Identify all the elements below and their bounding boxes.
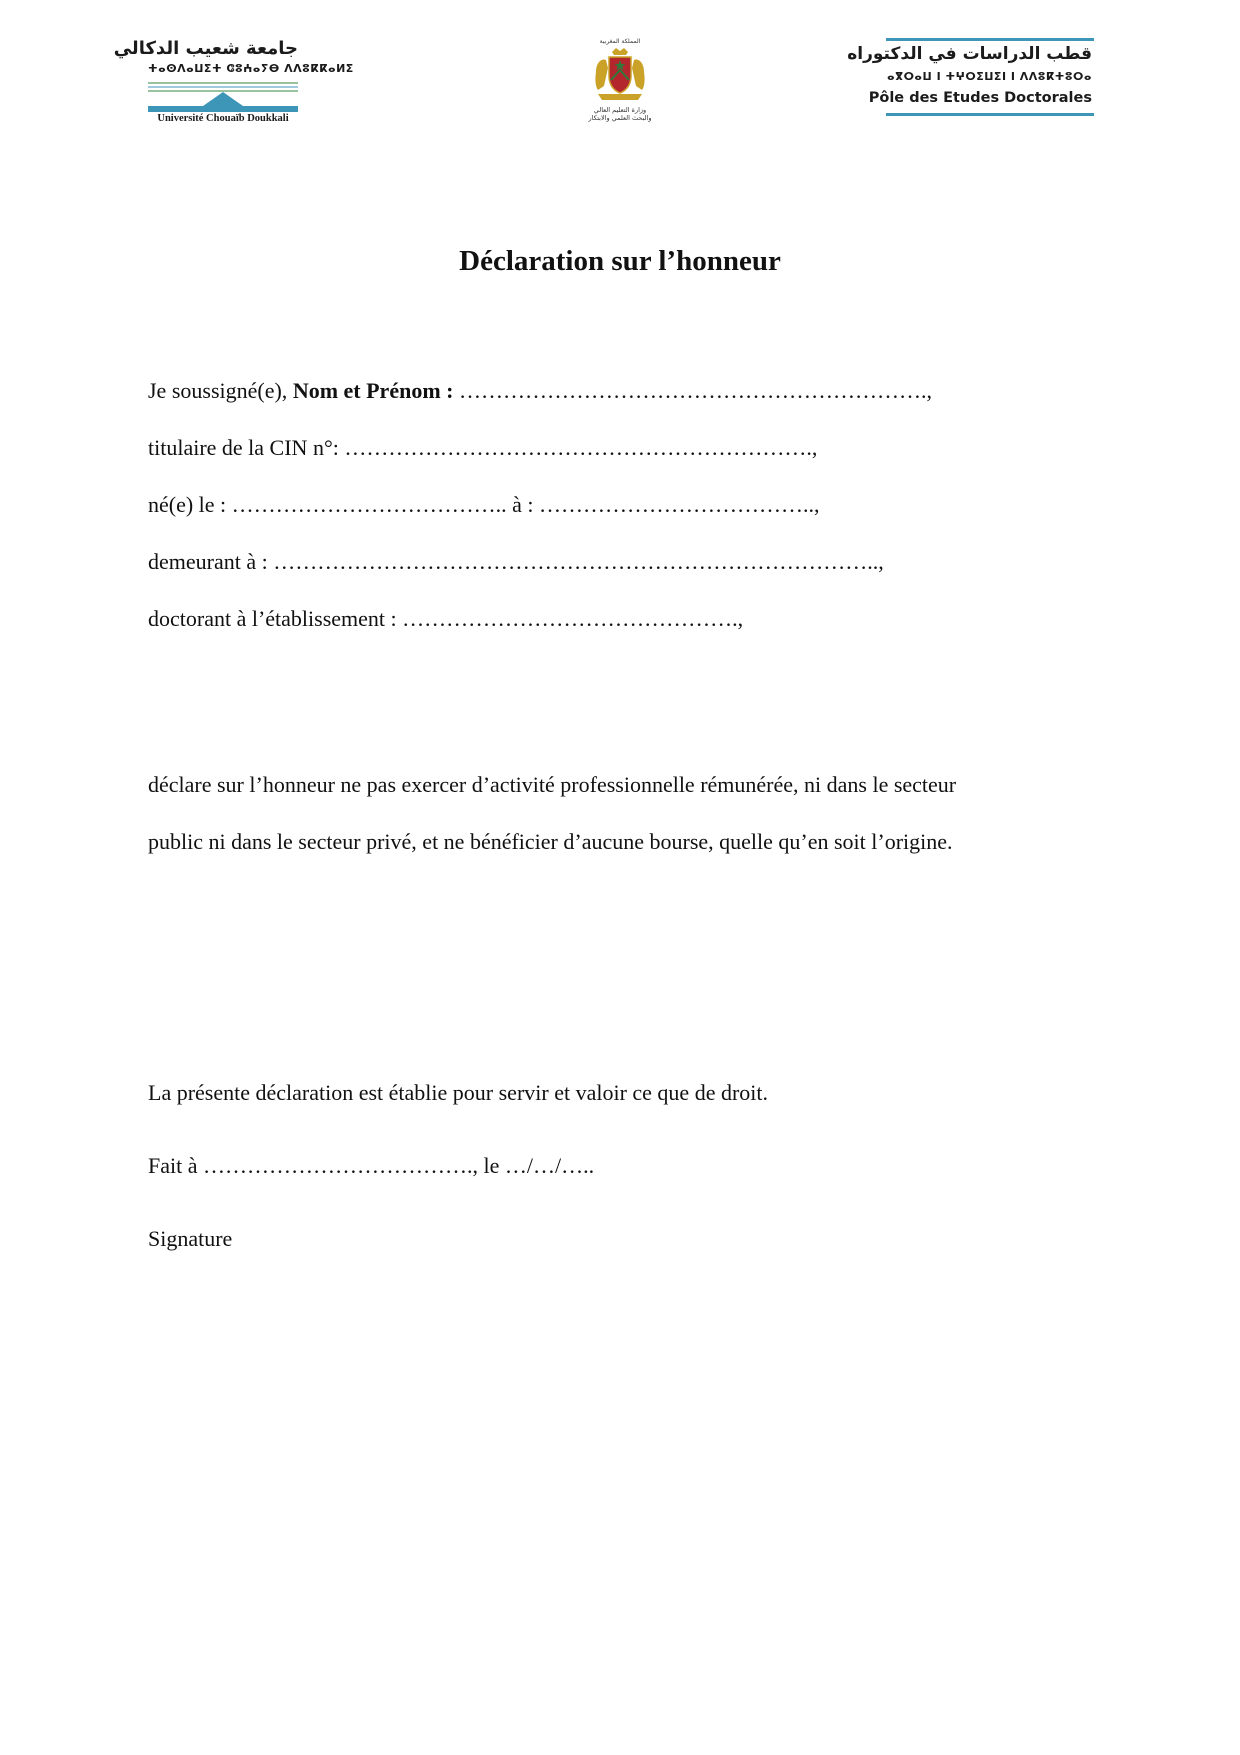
declaration-text-line-2: public ni dans le secteur privé, et ne bénéficier d’aucune bourse, quelle qu’en soit l’origine. — [148, 829, 953, 854]
name-field-blank: ………………………………………………………., — [458, 378, 932, 403]
kingdom-name-arabic: المملكة المغربية — [599, 38, 641, 45]
university-emblem-graphic — [148, 78, 298, 114]
doctoral-pole-name-arabic: قطب الدراسات في الدكتوراه — [847, 44, 1092, 64]
closing-statement: La présente déclaration est établie pour servir et valoir ce que de droit. — [148, 1080, 769, 1105]
name-field-line — [148, 377, 932, 405]
cin-field-line: titulaire de la CIN n°: ………………………………………………………., — [148, 435, 818, 460]
doctoral-pole-name-latin: Pôle des Etudes Doctorales — [868, 90, 1092, 106]
document-title: Déclaration sur l’honneur — [459, 245, 781, 277]
university-name-latin: Université Chouaïb Doukkali — [157, 113, 289, 124]
ministry-name-arabic — [578, 106, 662, 122]
doctoral-pole-logo — [847, 38, 1094, 120]
university-name-arabic: جامعة شعيب الدكالي — [113, 38, 298, 59]
name-field-prefix: Je soussigné(e), — [148, 378, 293, 403]
institution-field-line: doctorant à l’établissement : ………………………………………., — [148, 606, 744, 631]
doctoral-pole-name-tifinagh: ⴰⴳⵔⴰⵡ ⵏ ⵜⵖⵔⵉⵡⵉⵏ ⵏ ⴷⴷⵓⴽⵜⵓⵔⴰ — [887, 70, 1092, 83]
birth-field-line: né(e) le : ……………………………….. à : ……………………………….., — [148, 492, 820, 517]
signature-label: Signature — [148, 1226, 233, 1251]
ministry-name-line1: وزارة التعليم العالي — [593, 106, 647, 114]
university-logo — [113, 38, 354, 128]
logo-bottom-rule — [886, 113, 1094, 116]
university-name-tifinagh: ⵜⴰⵙⴷⴰⵡⵉⵜ ⵛⵓⵄⴰⵢⴱ ⴷⴷⵓⴽⴽⴰⵍⵉ — [148, 62, 354, 75]
name-field-label: Nom et Prénom : — [292, 378, 459, 403]
place-date-line: Fait à ………………………………., le …/…/….. — [148, 1153, 595, 1178]
coat-of-arms-icon — [592, 46, 648, 104]
address-field-line: demeurant à : ……………………………………………………………………….., — [148, 549, 884, 574]
logo-top-rule — [886, 38, 1094, 41]
declaration-text-line-1: déclare sur l’honneur ne pas exercer d’activité professionnelle rémunérée, ni dans le secteur — [148, 772, 957, 797]
kingdom-emblem-logo — [578, 38, 662, 124]
ministry-name-line2: والبحث العلمي والابتكار — [588, 114, 652, 122]
